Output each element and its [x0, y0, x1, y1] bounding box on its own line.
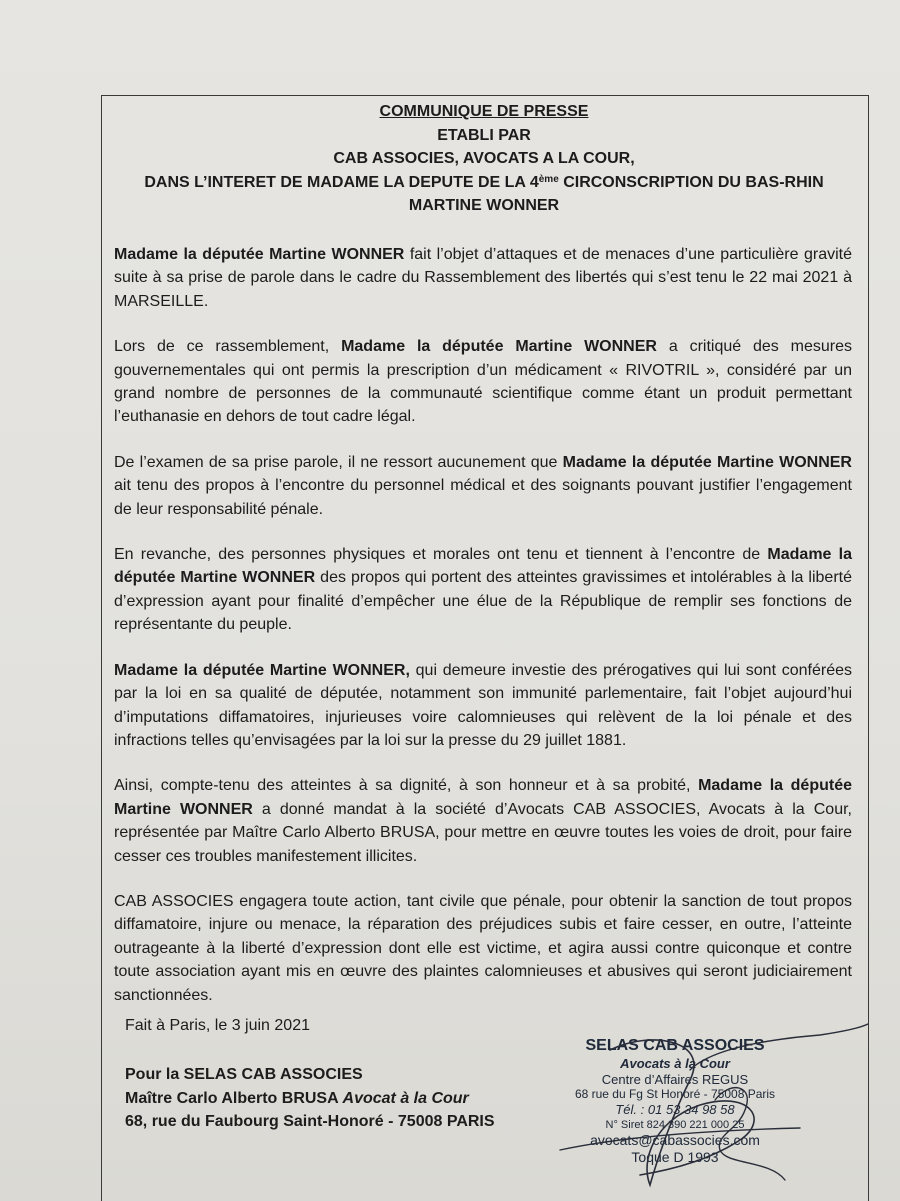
- signer-address: 68, rue du Faubourg Saint-Honoré - 75008 PARIS: [125, 1113, 495, 1130]
- stamp-line-avocats: Avocats à la Cour: [620, 1056, 730, 1071]
- paragraph-text: En revanche, des personnes physiques et morales ont tenu et tiennent à l’encontre de: [114, 546, 768, 564]
- bold-name: Madame la députée Martine WONNER: [114, 246, 405, 263]
- paragraph-text: a donné mandat à la société d’Avocats CAB ASSOCIES, Avocats à la Cour, représentée par Maître Carlo Alberto BRUSA, pour mettre en œuvre toutes les voies de droit, pour faire cesser ces troubles manifestement illicites.: [114, 800, 852, 865]
- paragraph-text: De l’examen de sa prise parole, il ne ressort aucunement que: [114, 453, 563, 471]
- signer-name-text: Maître Carlo Alberto BRUSA: [125, 1089, 343, 1107]
- bold-name: Madame la députée Martine WONNER,: [114, 661, 410, 679]
- stamp-line-siret: N° Siret 824 390 221 000 25: [605, 1119, 745, 1131]
- subtitle-interest-a: DANS L’INTERET DE MADAME LA DEPUTE DE LA 4: [144, 173, 539, 191]
- paragraph-text: ait tenu des propos à l’encontre du personnel médical et des soignants pouvant justifier l’engagement de leur responsabilité pénale.: [114, 477, 852, 518]
- paragraph-text: Lors de ce rassemblement,: [114, 338, 342, 356]
- paragraph-text: a critiqué des mesures gouvernementales qui ont permis la prescription d’un médicament « RIVOTRIL », considéré par un grand nombre de personnes de la communauté scientifique comme étant un produit permettant l’euthanasie en dehors de tout cadre légal.: [114, 338, 853, 426]
- signer-name: [125, 1087, 495, 1111]
- subtitle-interest: [102, 171, 866, 195]
- press-release-body: [114, 243, 852, 1029]
- signer-title: Avocat à la Cour: [342, 1089, 469, 1107]
- stamp-line-centre: Centre d’Affaires REGUS: [601, 1072, 749, 1087]
- paragraph-text: fait l’objet d’attaques et de menaces d’une particulière gravité suite à sa prise de parole dans le cadre du Rassemblement des libertés qui s’est tenu le 22 mai 2021 à MARSEILLE.: [114, 246, 853, 310]
- signer-firm: Pour la SELAS CAB ASSOCIES: [125, 1066, 363, 1083]
- press-release-header: [102, 100, 866, 218]
- paragraph-7: CAB ASSOCIES engagera toute action, tant civile que pénale, pour obtenir la sanction de tout propos diffamatoire, injure ou menace, la réparation des préjudices subis et faire cesser, en outre, l’atteinte outrageante à la liberté d’expression dont elle est victime, et agira aussi contre quiconque et contre toute association ayant mis en œuvre des plaintes calomnieuses et abusives qui seront judiciairement sanctionnées.: [114, 892, 852, 1004]
- bold-name: Madame la députée Martine WONNER: [114, 546, 853, 587]
- paragraph-4: [114, 543, 852, 637]
- stamp-line-address: 68 rue du Fg St Honoré - 75008 Paris: [574, 1087, 776, 1101]
- stamp-firm-name: SELAS CAB ASSOCIES: [585, 1037, 765, 1054]
- place-and-date: Fait à Paris, le 3 juin 2021: [125, 1017, 310, 1034]
- paragraph-1: [114, 243, 852, 313]
- paragraph-text: des propos qui portent des atteintes gravissimes et intolérables à la liberté d’expression ayant pour finalité d’empêcher une élue de la République de remplir ses fonctions de représentante du peuple.: [114, 569, 853, 634]
- paragraph-text: qui demeure investie des prérogatives qui lui sont conférées par la loi en sa qualité de députée, notamment son immunité parlementaire, fait l’objet aujourd’hui d’imputations diffamatoires, injurieuses voire calomnieuses qui relèvent de la loi pénale et des infractions telles qu’envisagées par la loi sur la presse du 29 juillet 1881.: [114, 661, 853, 749]
- subtitle-firm: CAB ASSOCIES, AVOCATS A LA COUR,: [333, 150, 635, 167]
- subtitle-interest-b: CIRCONSCRIPTION DU BAS-RHIN: [558, 173, 824, 191]
- paragraph-5: [114, 659, 852, 753]
- handwritten-signature: [540, 1010, 870, 1200]
- title: COMMUNIQUE DE PRESSE: [379, 103, 589, 120]
- bold-name: Madame la députée Martine WONNER: [562, 453, 852, 471]
- paragraph-text: Ainsi, compte-tenu des atteintes à sa dignité, à son honneur et à sa probité,: [114, 777, 699, 795]
- subtitle-established-by: ETABLI PAR: [437, 126, 531, 144]
- paragraph-3: [114, 451, 852, 521]
- signature-block: [125, 1063, 495, 1134]
- paragraph-2: [114, 335, 852, 429]
- superscript-eme: ème: [538, 173, 559, 185]
- stamp-line-phone: Tél. : 01 53 34 98 58: [615, 1102, 735, 1117]
- bold-name: Madame la députée Martine WONNER: [114, 777, 852, 818]
- paragraph-6: [114, 774, 852, 868]
- stamp-line-toque: Toque D 1993: [631, 1149, 719, 1165]
- bold-name: Madame la députée Martine WONNER: [341, 338, 657, 356]
- stamp-line-email: avocats@cabassocies.com: [590, 1132, 760, 1148]
- subtitle-name: MARTINE WONNER: [408, 197, 560, 214]
